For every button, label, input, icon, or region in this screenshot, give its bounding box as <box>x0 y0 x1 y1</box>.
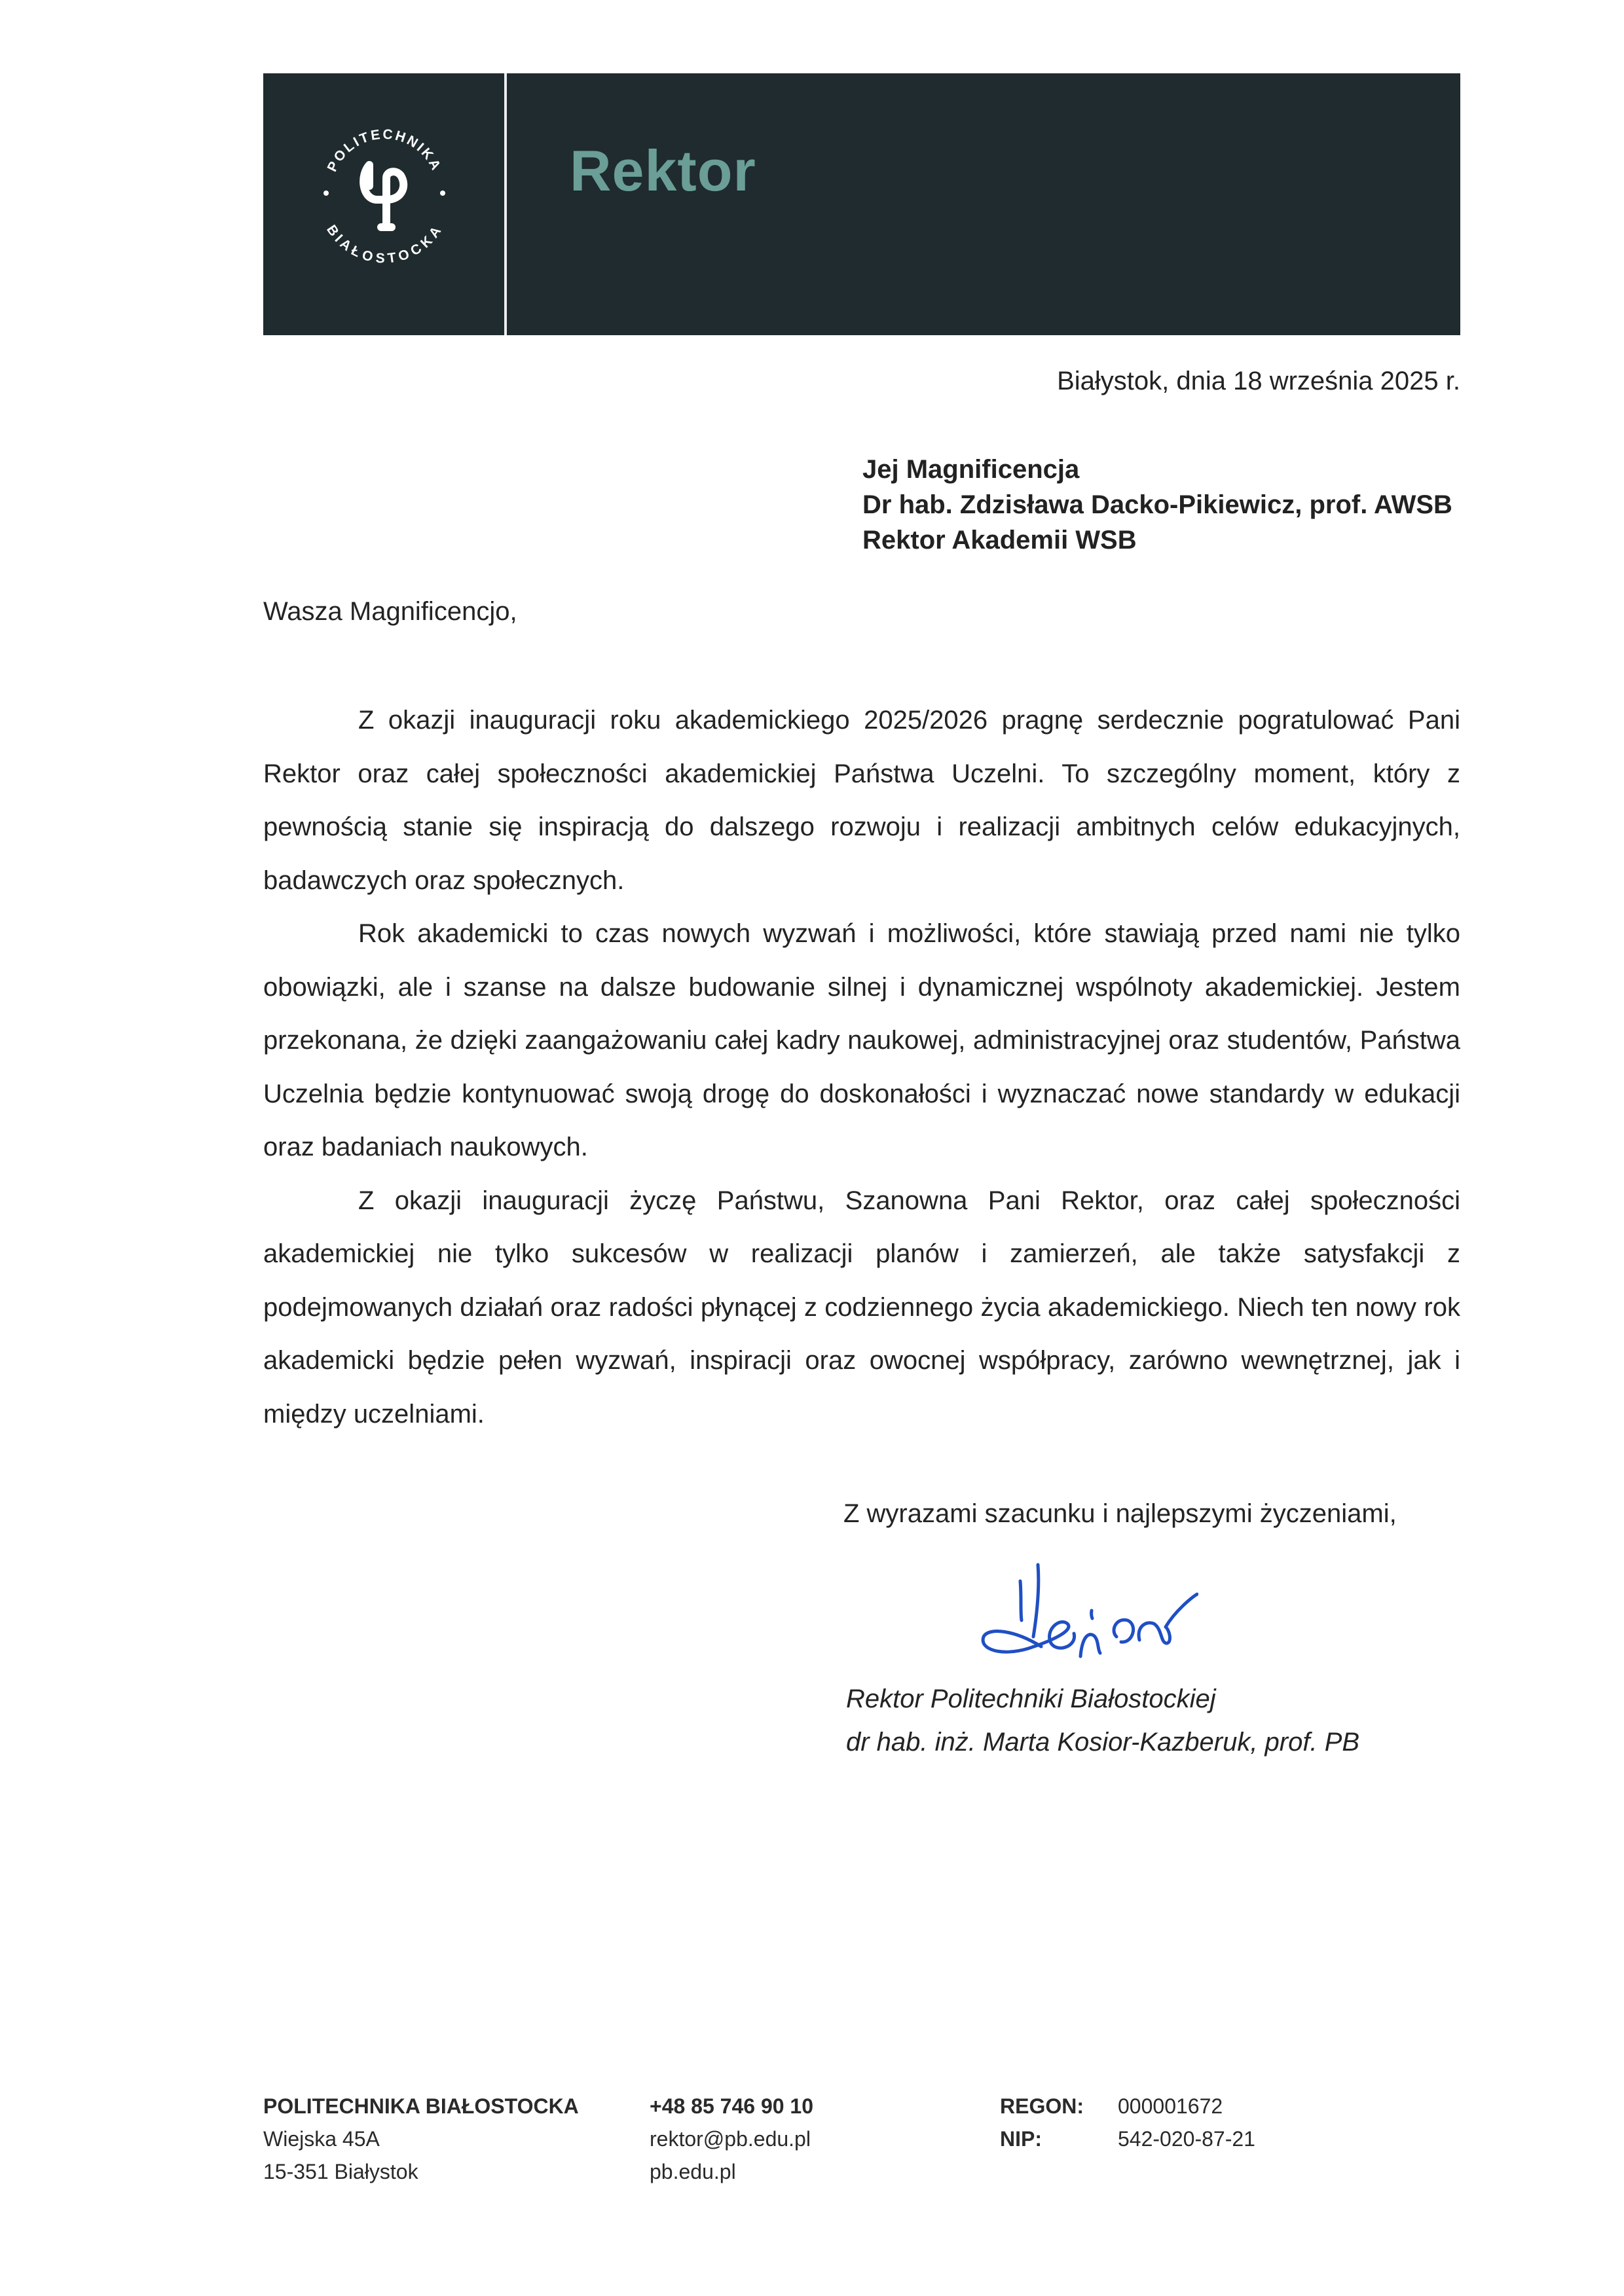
nip-value: 542-020-87-21 <box>1118 2127 1255 2151</box>
recipient-line: Dr hab. Zdzisława Dacko-Pikiewicz, prof. AWSB <box>862 490 1452 519</box>
header-divider <box>504 73 507 335</box>
svg-text:POLITECHNIKA: POLITECHNIKA <box>324 126 445 174</box>
signatory-title: Rektor Politechniki Białostockiej <box>846 1685 1216 1713</box>
university-logo <box>309 113 460 263</box>
footer-address <box>263 2090 579 2188</box>
signatory-block <box>846 1677 1359 1764</box>
footer-org-name: POLITECHNIKA BIAŁOSTOCKA <box>263 2094 579 2118</box>
recipient-line: Rektor Akademii WSB <box>862 526 1137 555</box>
footer-phone: +48 85 746 90 10 <box>650 2094 814 2118</box>
header-title: Rektor <box>570 138 756 203</box>
footer-website[interactable]: pb.edu.pl <box>650 2160 736 2183</box>
footer-regon <box>1000 2090 1255 2123</box>
footer-city: 15-351 Białystok <box>263 2160 418 2183</box>
svg-text:BIAŁOSTOCKA: BIAŁOSTOCKA <box>323 222 445 263</box>
recipient-block <box>862 452 1452 558</box>
footer-email[interactable]: rektor@pb.edu.pl <box>650 2127 811 2151</box>
letterhead-bar <box>263 73 1460 335</box>
regon-value: 000001672 <box>1118 2094 1223 2118</box>
signature <box>976 1558 1198 1663</box>
footer-nip <box>1000 2123 1255 2155</box>
body-paragraph: Z okazji inauguracji życzę Państwu, Szanowna Pani Rektor, oraz całej społeczności akademickiej nie tylko sukcesów w realizacji planów i zamierzeń, ale także satysfakcji z podejmowanych działań oraz radości płynącej z codziennego życia akademickiego. Niech ten nowy rok akademicki będzie pełen wyzwań, inspiracji oraz owocnej współpracy, zarówno wewnętrznej, jak i między uczelniami. <box>263 1186 1460 1429</box>
letter-date: Białystok, dnia 18 września 2025 r. <box>1057 367 1460 395</box>
closing-phrase: Z wyrazami szacunku i najlepszymi życzeniami, <box>843 1499 1397 1528</box>
regon-label: REGON: <box>1000 2094 1084 2118</box>
body-paragraph: Rok akademicki to czas nowych wyzwań i możliwości, które stawiają przed nami nie tylko obowiązki, ale i szanse na dalsze budowanie silnej i dynamicznej wspólnoty akademickiej. Jestem przekonana, że dzięki zaangażowaniu całej kadry naukowej, administracyjnej oraz studentów, Państwa Uczelnia będzie kontynuować swoją drogę do doskonałości i wyznaczać nowe standardy w edukacji oraz badaniach naukowych. <box>263 919 1460 1161</box>
footer-ids <box>1000 2090 1255 2155</box>
handwritten-signature-icon <box>976 1558 1198 1663</box>
recipient-line: Jej Magnificencja <box>862 455 1080 484</box>
letter-body <box>263 694 1460 1441</box>
nip-label: NIP: <box>1000 2127 1042 2151</box>
salutation: Wasza Magnificencjo, <box>263 597 517 626</box>
body-paragraph: Z okazji inauguracji roku akademickiego 2025/2026 pragnę serdecznie pogratulować Pani Rektor oraz całej społeczności akademickiej Państwa Uczelni. To szczególny moment, który z pewnością stanie się inspiracją do dalszego rozwoju i realizacji ambitnych celów edukacyjnych, badawczych oraz społecznych. <box>263 706 1460 895</box>
footer-contact <box>650 2090 813 2188</box>
psi-emblem-icon <box>309 113 460 263</box>
footer-street: Wiejska 45A <box>263 2127 380 2151</box>
signatory-name: dr hab. inż. Marta Kosior-Kazberuk, prof. PB <box>846 1728 1360 1757</box>
